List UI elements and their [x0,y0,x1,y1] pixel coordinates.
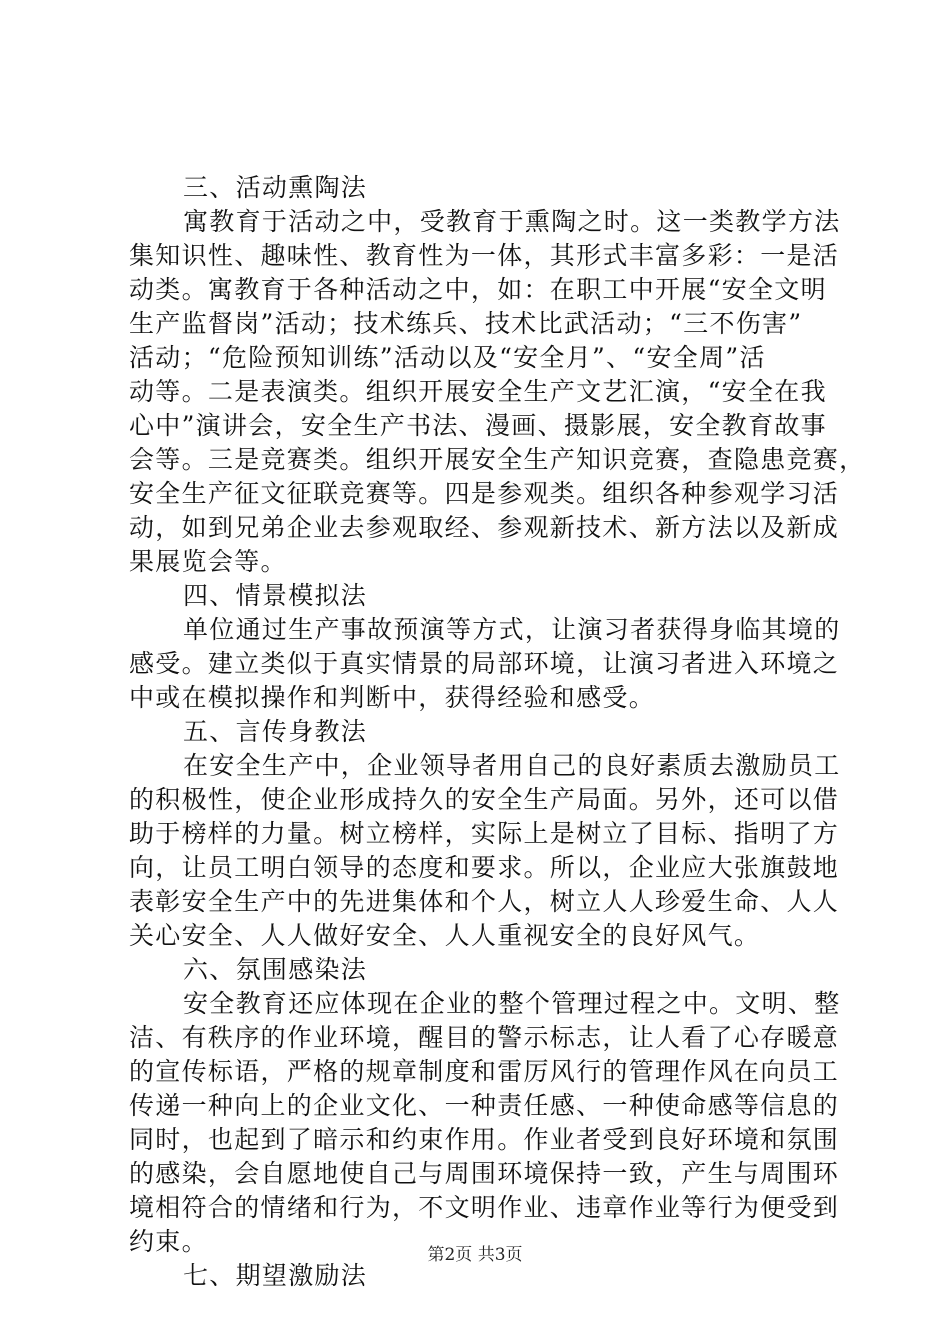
text-line: 的宣传标语，严格的规章制度和雷厉风行的管理作风在向员工 [129,1057,840,1086]
text-line: 安全生产征文征联竞赛等。四是参观类。组织各种参观学习活 [129,479,840,508]
text-line: 助于榜样的力量。树立榜样，实际上是树立了目标、指明了方 [129,819,840,848]
text-line: 传递一种向上的企业文化、一种责任感、一种使命感等信息的 [129,1091,840,1120]
text-line: 洁、有秩序的作业环境，醒目的警示标志，让人看了心存暖意 [129,1023,840,1052]
text-line: 表彰安全生产中的先进集体和个人，树立人人珍爱生命、人人 [129,887,840,916]
text-line: 寓教育于活动之中，受教育于熏陶之时。这一类教学方法 [183,207,841,236]
text-line: 集知识性、趣味性、教育性为一体，其形式丰富多彩：一是活 [129,241,840,270]
text-line: 安全教育还应体现在企业的整个管理过程之中。文明、整 [183,989,841,1018]
text-line: 七、期望激励法 [183,1261,368,1290]
text-line: 向，让员工明白领导的态度和要求。所以，企业应大张旗鼓地 [129,853,840,882]
page-footer: 第2页 共3页 [427,1245,523,1265]
text-line: 单位通过生产事故预演等方式，让演习者获得身临其境的 [183,615,841,644]
text-line: 中或在模拟操作和判断中，获得经验和感受。 [129,683,656,712]
text-line: 约束。 [129,1227,208,1256]
text-line: 心中”演讲会，安全生产书法、漫画、摄影展，安全教育故事 [129,411,827,440]
text-line: 动，如到兄弟企业去参观取经、参观新技术、新方法以及新成 [129,513,840,542]
text-line: 果展览会等。 [129,547,287,576]
text-line: 动等。二是表演类。组织开展安全生产文艺汇演，“安全在我 [129,377,827,406]
text-line: 会等。三是竞赛类。组织开展安全生产知识竞赛，查隐患竞赛， [129,445,866,474]
document-body [129,171,866,1293]
text-line: 活动；“危险预知训练”活动以及“安全月”、“安全周”活 [129,343,766,372]
text-line: 六、氛围感染法 [183,955,368,984]
text-line: 生产监督岗”活动；技术练兵、技术比武活动；“三不伤害” [129,309,803,338]
text-line: 三、活动熏陶法 [183,173,368,202]
text-line: 在安全生产中，企业领导者用自己的良好素质去激励员工 [183,751,841,780]
text-line: 境相符合的情绪和行为，不文明作业、违章作业等行为便受到 [129,1193,840,1222]
text-line: 关心安全、人人做好安全、人人重视安全的良好风气。 [129,921,761,950]
text-line: 的积极性，使企业形成持久的安全生产局面。另外，还可以借 [129,785,840,814]
text-line: 四、情景模拟法 [183,581,368,610]
text-line: 同时，也起到了暗示和约束作用。作业者受到良好环境和氛围 [129,1125,840,1154]
text-line: 五、言传身教法 [183,717,368,746]
text-line: 的感染，会自愿地使自己与周围环境保持一致，产生与周围环 [129,1159,840,1188]
text-line: 感受。建立类似于真实情景的局部环境，让演习者进入环境之 [129,649,840,678]
text-line: 动类。寓教育于各种活动之中，如：在职工中开展“安全文明 [129,275,827,304]
